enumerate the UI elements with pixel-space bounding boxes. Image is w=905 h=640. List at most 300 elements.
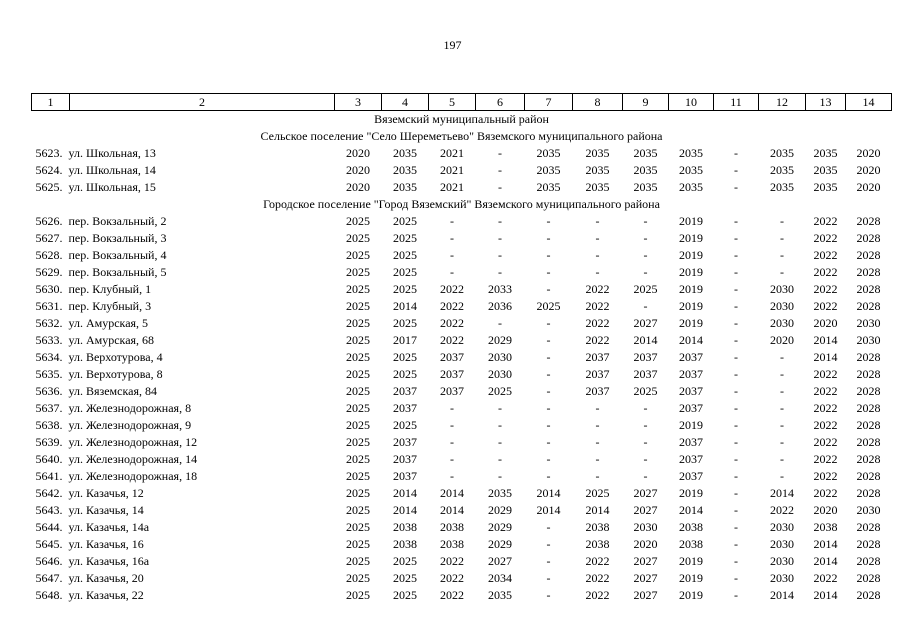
year-cell: 2035 — [536, 163, 561, 177]
year-cell: 2025 — [346, 248, 370, 262]
year-cell: 2036 — [488, 299, 512, 313]
table-row — [32, 230, 892, 247]
year-cell: - — [450, 248, 454, 262]
header-cell: 12 — [759, 94, 806, 111]
year-cell: 2022 — [813, 231, 838, 245]
year-cell: - — [734, 486, 738, 500]
year-cell: 2014 — [393, 503, 417, 517]
year-cell: - — [450, 452, 454, 466]
year-cell: - — [546, 384, 551, 398]
year-cell: 2038 — [393, 537, 417, 551]
year-cell: 2025 — [393, 588, 417, 602]
year-cell: 2022 — [813, 367, 838, 381]
year-cell: 2030 — [856, 333, 881, 347]
year-cell: 2025 — [346, 384, 370, 398]
year-cell: 2030 — [770, 282, 794, 296]
year-cell: 2022 — [813, 435, 838, 449]
year-cell: 2027 — [633, 486, 658, 500]
year-cell: 2035 — [633, 146, 658, 160]
year-cell: - — [546, 418, 551, 432]
year-cell: 2025 — [346, 231, 370, 245]
year-cell: - — [498, 146, 502, 160]
year-cell: 2028 — [856, 571, 881, 585]
year-cell: - — [498, 418, 502, 432]
year-cell: 2014 — [536, 503, 561, 517]
year-cell: 2025 — [346, 299, 370, 313]
year-cell: 2022 — [440, 333, 464, 347]
year-cell: - — [595, 214, 600, 228]
year-cell: 2025 — [346, 214, 370, 228]
year-cell: - — [780, 231, 784, 245]
year-cell: 2022 — [813, 571, 838, 585]
year-cell: 2038 — [813, 520, 838, 534]
year-cell: 2014 — [813, 333, 838, 347]
year-cell: 2037 — [679, 435, 703, 449]
year-cell: - — [780, 452, 784, 466]
address-cell: 5632. ул. Амурская, 5 — [35, 316, 149, 330]
table-row — [32, 349, 892, 366]
address-cell: 5639. ул. Железнодорожная, 12 — [35, 435, 198, 449]
year-cell: 2035 — [488, 588, 512, 602]
year-cell: 2020 — [346, 146, 370, 160]
year-cell: - — [780, 418, 784, 432]
year-cell: 2014 — [770, 486, 794, 500]
year-cell: 2028 — [856, 282, 881, 296]
year-cell: 2019 — [679, 554, 703, 568]
year-cell: 2035 — [679, 146, 703, 160]
year-cell: - — [546, 248, 551, 262]
year-cell: 2030 — [488, 350, 512, 364]
year-cell: 2037 — [393, 401, 417, 415]
year-cell: 2027 — [633, 588, 658, 602]
year-cell: - — [734, 401, 738, 415]
year-cell: - — [734, 333, 738, 347]
year-cell: 2030 — [770, 316, 794, 330]
year-cell: 2034 — [488, 571, 512, 585]
year-cell: 2020 — [633, 537, 658, 551]
year-cell: - — [734, 384, 738, 398]
year-cell: 2029 — [488, 333, 512, 347]
table-row — [32, 213, 892, 230]
year-cell: 2030 — [856, 503, 881, 517]
address-cell: 5623. ул. Школьная, 13 — [35, 146, 156, 160]
year-cell: 2035 — [770, 180, 794, 194]
table-row — [32, 366, 892, 383]
table-body — [32, 94, 892, 605]
table-row — [32, 485, 892, 502]
year-cell: - — [734, 350, 738, 364]
year-cell: 2037 — [679, 350, 703, 364]
year-cell: 2037 — [393, 384, 417, 398]
year-cell: 2014 — [440, 503, 464, 517]
year-cell: 2035 — [813, 163, 838, 177]
year-cell: 2019 — [679, 316, 703, 330]
year-cell: 2025 — [346, 435, 370, 449]
year-cell: 2025 — [633, 384, 658, 398]
year-cell: - — [734, 435, 738, 449]
year-cell: 2028 — [856, 401, 881, 415]
address-cell: 5635. ул. Верхотурова, 8 — [35, 367, 163, 381]
year-cell: - — [546, 452, 551, 466]
year-cell: 2035 — [633, 163, 658, 177]
year-cell: - — [498, 180, 502, 194]
year-cell: 2019 — [679, 299, 703, 313]
year-cell: - — [546, 571, 551, 585]
year-cell: 2022 — [813, 418, 838, 432]
year-cell: 2028 — [856, 367, 881, 381]
address-cell: 5625. ул. Школьная, 15 — [35, 180, 156, 194]
year-cell: 2019 — [679, 231, 703, 245]
address-cell: 5634. ул. Верхотурова, 4 — [35, 350, 163, 364]
year-cell: - — [595, 469, 600, 483]
section-row — [32, 128, 892, 145]
address-cell: 5642. ул. Казачья, 12 — [35, 486, 144, 500]
year-cell: - — [595, 418, 600, 432]
year-cell: 2014 — [393, 486, 417, 500]
year-cell: 2025 — [346, 282, 370, 296]
year-cell: - — [734, 452, 738, 466]
year-cell: 2037 — [440, 367, 464, 381]
address-cell: 5648. ул. Казачья, 22 — [35, 588, 144, 602]
year-cell: - — [780, 401, 784, 415]
year-cell: 2025 — [393, 214, 417, 228]
year-cell: - — [780, 435, 784, 449]
table-row — [32, 400, 892, 417]
year-cell: 2037 — [679, 384, 703, 398]
table-row — [32, 553, 892, 570]
year-cell: 2022 — [813, 282, 838, 296]
year-cell: - — [734, 571, 738, 585]
address-cell: 5641. ул. Железнодорожная, 18 — [35, 469, 198, 483]
year-cell: 2025 — [393, 554, 417, 568]
year-cell: - — [498, 469, 502, 483]
year-cell: 2019 — [679, 571, 703, 585]
year-cell: 2028 — [856, 452, 881, 466]
year-cell: 2014 — [536, 486, 561, 500]
header-cell: 4 — [382, 94, 429, 111]
year-cell: - — [546, 401, 551, 415]
year-cell: 2022 — [585, 299, 610, 313]
address-cell: 5640. ул. Железнодорожная, 14 — [35, 452, 198, 466]
year-cell: - — [734, 367, 738, 381]
year-cell: 2025 — [346, 469, 370, 483]
year-cell: - — [734, 265, 738, 279]
year-cell: 2028 — [856, 486, 881, 500]
year-cell: 2030 — [770, 520, 794, 534]
year-cell: 2022 — [585, 333, 610, 347]
year-cell: 2037 — [585, 367, 610, 381]
year-cell: - — [498, 452, 502, 466]
address-cell: 5637. ул. Железнодорожная, 8 — [35, 401, 192, 415]
year-cell: - — [643, 248, 648, 262]
year-cell: 2025 — [346, 452, 370, 466]
year-cell: 2025 — [393, 282, 417, 296]
year-cell: 2035 — [488, 486, 512, 500]
year-cell: 2022 — [813, 265, 838, 279]
year-cell: 2035 — [679, 163, 703, 177]
header-cell: 7 — [525, 94, 573, 111]
year-cell: - — [546, 367, 551, 381]
table-row — [32, 162, 892, 179]
year-cell: 2019 — [679, 282, 703, 296]
year-cell: 2028 — [856, 384, 881, 398]
year-cell: 2020 — [856, 163, 881, 177]
year-cell: 2022 — [440, 588, 464, 602]
year-cell: - — [643, 418, 648, 432]
year-cell: - — [450, 214, 454, 228]
year-cell: 2022 — [813, 401, 838, 415]
year-cell: 2030 — [633, 520, 658, 534]
year-cell: 2020 — [813, 316, 838, 330]
address-cell: 5628. пер. Вокзальный, 4 — [35, 248, 167, 262]
year-cell: - — [450, 469, 454, 483]
year-cell: 2028 — [856, 520, 881, 534]
year-cell: - — [643, 401, 648, 415]
year-cell: - — [780, 367, 784, 381]
year-cell: 2025 — [346, 418, 370, 432]
year-cell: 2037 — [679, 452, 703, 466]
year-cell: 2037 — [633, 350, 658, 364]
year-cell: 2035 — [393, 180, 417, 194]
year-cell: - — [734, 503, 738, 517]
year-cell: - — [780, 248, 784, 262]
year-cell: - — [450, 435, 454, 449]
year-cell: 2028 — [856, 554, 881, 568]
year-cell: 2025 — [393, 248, 417, 262]
header-cell: 2 — [70, 94, 335, 111]
year-cell: 2038 — [440, 537, 464, 551]
address-cell: 5629. пер. Вокзальный, 5 — [35, 265, 167, 279]
address-cell: 5627. пер. Вокзальный, 3 — [35, 231, 167, 245]
year-cell: 2037 — [440, 384, 464, 398]
year-cell: 2020 — [813, 503, 838, 517]
year-cell: 2022 — [440, 316, 464, 330]
year-cell: 2022 — [585, 282, 610, 296]
year-cell: 2028 — [856, 469, 881, 483]
address-cell: 5644. ул. Казачья, 14а — [35, 520, 150, 534]
year-cell: 2025 — [346, 401, 370, 415]
year-cell: - — [734, 520, 738, 534]
year-cell: 2035 — [585, 146, 610, 160]
year-cell: 2025 — [346, 333, 370, 347]
year-cell: 2037 — [633, 367, 658, 381]
address-cell: 5636. ул. Вяземская, 84 — [35, 384, 157, 398]
year-cell: 2014 — [585, 503, 610, 517]
year-cell: 2037 — [440, 350, 464, 364]
header-cell: 8 — [573, 94, 623, 111]
year-cell: 2030 — [488, 367, 512, 381]
year-cell: - — [643, 214, 648, 228]
year-cell: 2038 — [679, 520, 703, 534]
year-cell: - — [643, 231, 648, 245]
year-cell: 2020 — [346, 163, 370, 177]
year-cell: 2027 — [633, 316, 658, 330]
year-cell: - — [643, 299, 648, 313]
year-cell: - — [450, 265, 454, 279]
year-cell: - — [595, 265, 600, 279]
year-cell: 2022 — [440, 299, 464, 313]
year-cell: - — [780, 384, 784, 398]
year-cell: 2025 — [346, 265, 370, 279]
table-row — [32, 468, 892, 485]
year-cell: 2025 — [346, 571, 370, 585]
year-cell: 2019 — [679, 265, 703, 279]
year-cell: 2025 — [393, 350, 417, 364]
year-cell: - — [546, 537, 551, 551]
table-row — [32, 519, 892, 536]
year-cell: 2014 — [770, 588, 794, 602]
year-cell: - — [546, 265, 551, 279]
year-cell: 2025 — [346, 537, 370, 551]
year-cell: 2022 — [585, 316, 610, 330]
address-cell: 5626. пер. Вокзальный, 2 — [35, 214, 167, 228]
year-cell: 2022 — [770, 503, 794, 517]
header-cell: 13 — [806, 94, 846, 111]
year-cell: 2019 — [679, 486, 703, 500]
year-cell: 2019 — [679, 248, 703, 262]
year-cell: 2022 — [813, 469, 838, 483]
year-cell: - — [498, 248, 502, 262]
year-cell: 2028 — [856, 435, 881, 449]
year-cell: 2037 — [585, 384, 610, 398]
year-cell: 2027 — [633, 503, 658, 517]
year-cell: 2038 — [585, 537, 610, 551]
year-cell: 2025 — [393, 265, 417, 279]
year-cell: 2035 — [770, 163, 794, 177]
year-cell: - — [546, 588, 551, 602]
year-cell: - — [734, 180, 738, 194]
year-cell: 2014 — [679, 333, 703, 347]
year-cell: - — [734, 146, 738, 160]
year-cell: 2035 — [585, 180, 610, 194]
year-cell: - — [546, 333, 551, 347]
year-cell: - — [546, 316, 551, 330]
year-cell: 2014 — [440, 486, 464, 500]
address-cell: 5633. ул. Амурская, 68 — [35, 333, 155, 347]
table-row — [32, 536, 892, 553]
year-cell: 2021 — [440, 180, 464, 194]
year-cell: - — [546, 435, 551, 449]
address-cell: 5624. ул. Школьная, 14 — [35, 163, 156, 177]
year-cell: 2025 — [393, 571, 417, 585]
year-cell: - — [450, 231, 454, 245]
year-cell: - — [734, 537, 738, 551]
section-row — [32, 111, 892, 129]
table-row — [32, 383, 892, 400]
year-cell: - — [498, 163, 502, 177]
year-cell: 2014 — [393, 299, 417, 313]
year-cell: 2035 — [679, 180, 703, 194]
year-cell: 2020 — [856, 180, 881, 194]
year-cell: - — [734, 282, 738, 296]
year-cell: - — [734, 299, 738, 313]
year-cell: - — [734, 469, 738, 483]
year-cell: - — [546, 214, 551, 228]
year-cell: 2022 — [585, 571, 610, 585]
year-cell: 2020 — [856, 146, 881, 160]
year-cell: 2022 — [440, 571, 464, 585]
year-cell: 2025 — [393, 231, 417, 245]
year-cell: 2030 — [770, 571, 794, 585]
year-cell: 2019 — [679, 214, 703, 228]
year-cell: 2029 — [488, 503, 512, 517]
year-cell: 2020 — [770, 333, 794, 347]
year-cell: 2028 — [856, 588, 881, 602]
year-cell: 2014 — [813, 350, 838, 364]
table-row — [32, 434, 892, 451]
table-row — [32, 417, 892, 434]
year-cell: - — [780, 350, 784, 364]
table-row — [32, 587, 892, 604]
year-cell: 2014 — [813, 537, 838, 551]
year-cell: 2025 — [633, 282, 658, 296]
year-cell: 2035 — [585, 163, 610, 177]
year-cell: - — [546, 520, 551, 534]
year-cell: 2038 — [393, 520, 417, 534]
year-cell: 2033 — [488, 282, 512, 296]
year-cell: 2029 — [488, 537, 512, 551]
year-cell: 2021 — [440, 146, 464, 160]
section-title: Вяземский муниципальный район — [374, 112, 549, 126]
year-cell: - — [498, 316, 502, 330]
year-cell: - — [643, 435, 648, 449]
year-cell: - — [595, 231, 600, 245]
year-cell: 2037 — [679, 469, 703, 483]
year-cell: 2022 — [440, 554, 464, 568]
year-cell: 2021 — [440, 163, 464, 177]
header-row — [32, 94, 892, 111]
year-cell: - — [734, 214, 738, 228]
year-cell: 2029 — [488, 520, 512, 534]
year-cell: 2037 — [393, 469, 417, 483]
year-cell: 2025 — [346, 588, 370, 602]
year-cell: 2038 — [585, 520, 610, 534]
year-cell: - — [595, 435, 600, 449]
year-cell: 2027 — [633, 571, 658, 585]
year-cell: 2014 — [679, 503, 703, 517]
year-cell: 2035 — [813, 146, 838, 160]
year-cell: 2028 — [856, 231, 881, 245]
table-row — [32, 281, 892, 298]
year-cell: 2025 — [346, 520, 370, 534]
header-cell: 3 — [335, 94, 382, 111]
year-cell: 2022 — [813, 299, 838, 313]
year-cell: 2035 — [536, 180, 561, 194]
year-cell: 2028 — [856, 214, 881, 228]
year-cell: - — [498, 401, 502, 415]
year-cell: 2030 — [770, 537, 794, 551]
year-cell: 2025 — [393, 316, 417, 330]
header-cell: 5 — [429, 94, 476, 111]
year-cell: 2022 — [585, 588, 610, 602]
year-cell: - — [643, 469, 648, 483]
year-cell: 2037 — [393, 435, 417, 449]
address-cell: 5638. ул. Железнодорожная, 9 — [35, 418, 192, 432]
year-cell: - — [643, 265, 648, 279]
year-cell: - — [546, 282, 551, 296]
data-table — [31, 93, 892, 604]
year-cell: 2030 — [770, 299, 794, 313]
year-cell: - — [546, 554, 551, 568]
year-cell: 2027 — [488, 554, 512, 568]
year-cell: - — [498, 214, 502, 228]
year-cell: 2025 — [346, 316, 370, 330]
year-cell: 2014 — [813, 588, 838, 602]
year-cell: 2030 — [856, 316, 881, 330]
year-cell: 2017 — [393, 333, 417, 347]
address-cell: 5630. пер. Клубный, 1 — [35, 282, 152, 296]
year-cell: - — [734, 163, 738, 177]
